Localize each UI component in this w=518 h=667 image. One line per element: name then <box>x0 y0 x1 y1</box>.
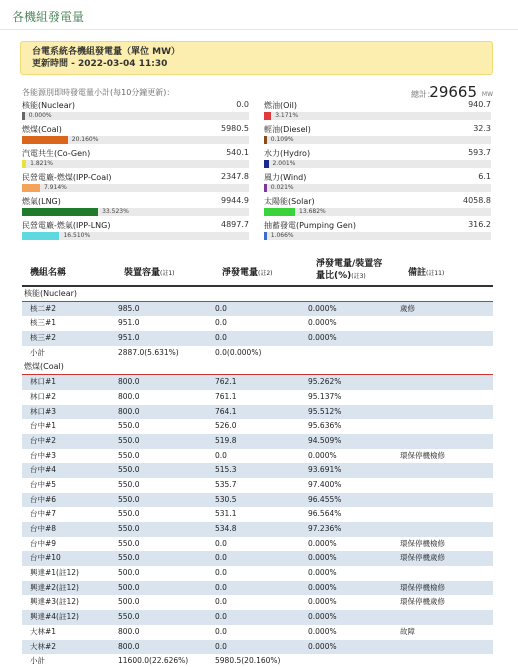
energy-percent: 2.001% <box>272 160 296 167</box>
table-row <box>22 654 493 667</box>
energy-bar-fill <box>264 136 267 144</box>
page-title: 各機組發電量 <box>12 10 85 24</box>
cell-capacity: 800.0 <box>118 377 140 387</box>
energy-bar-fill <box>22 208 98 216</box>
header-ratio-note: (註3) <box>351 273 366 280</box>
energy-bar <box>22 232 249 240</box>
cell-remark: 環保停機檢修 <box>400 538 445 548</box>
cell-capacity: 550.0 <box>118 494 140 504</box>
cell-name: 興達#3(註12) <box>30 597 79 607</box>
energy-summary-item <box>264 196 491 220</box>
energy-summary-item <box>22 148 249 172</box>
cell-remark: 環保停機檢修 <box>400 582 445 592</box>
energy-bar-fill <box>22 160 26 168</box>
cell-name: 台中#10 <box>30 553 61 563</box>
cell-capacity: 2887.0(5.631%) <box>118 347 179 357</box>
energy-value: 940.7 <box>468 100 491 109</box>
table-row <box>22 463 493 478</box>
total-value: 29665 <box>429 83 477 101</box>
energy-bar <box>264 232 491 240</box>
header-bar <box>0 0 518 30</box>
cell-name: 大林#1 <box>30 626 57 636</box>
table-row <box>22 581 493 596</box>
summary-header <box>22 83 493 101</box>
table-row <box>22 551 493 566</box>
energy-bar-fill <box>22 184 40 192</box>
energy-bar-fill <box>264 232 267 240</box>
cell-net: 761.1 <box>215 391 237 401</box>
cell-ratio: 95.137% <box>308 391 342 401</box>
cell-name: 小計 <box>30 347 45 357</box>
cell-net: 762.1 <box>215 377 237 387</box>
cell-capacity: 550.0 <box>118 553 140 563</box>
energy-percent: 1.821% <box>30 160 54 167</box>
energy-percent: 20.160% <box>71 136 99 143</box>
energy-percent: 33.523% <box>102 208 129 215</box>
energy-bar <box>22 208 249 216</box>
cell-ratio: 0.000% <box>308 612 337 622</box>
cell-net: 0.0 <box>215 538 227 548</box>
energy-label: 水力(Hydro) <box>264 149 311 158</box>
header-remark-note: (註11) <box>426 270 445 277</box>
energy-bar <box>22 160 249 168</box>
energy-bar <box>264 136 491 144</box>
cell-name: 核二#2 <box>30 303 57 313</box>
table-row <box>22 449 493 464</box>
table-row <box>22 434 493 449</box>
cell-name: 林口#2 <box>30 391 57 401</box>
cell-net: 0.0(0.000%) <box>215 347 262 357</box>
energy-summary-item <box>22 196 249 220</box>
cell-capacity: 550.0 <box>118 538 140 548</box>
cell-net: 515.3 <box>215 465 237 475</box>
energy-bar <box>264 184 491 192</box>
cell-capacity: 550.0 <box>118 509 140 519</box>
cell-net: 531.1 <box>215 509 237 519</box>
cell-ratio: 0.000% <box>308 318 337 328</box>
energy-label: 燃油(Oil) <box>264 101 297 110</box>
header-ratio <box>316 258 382 283</box>
cell-ratio: 0.000% <box>308 333 337 343</box>
energy-label: 汽電共生(Co-Gen) <box>22 149 91 158</box>
energy-summary-item <box>22 124 249 148</box>
energy-value: 2347.8 <box>221 172 249 181</box>
cell-ratio: 97.236% <box>308 524 342 533</box>
cell-capacity: 550.0 <box>118 465 140 475</box>
header-capacity-text: 裝置容量 <box>124 268 161 278</box>
header-capacity-note: (註1) <box>160 270 175 277</box>
header-net-text: 淨發電量 <box>222 268 259 278</box>
cell-net: 0.0 <box>215 450 227 460</box>
table-row <box>22 507 493 522</box>
cell-net: 526.0 <box>215 421 237 431</box>
energy-label: 民營電廠-燃氣(IPP-LNG) <box>22 221 111 230</box>
table-row <box>22 625 493 640</box>
table-row <box>22 595 493 610</box>
cell-name: 興達#2(註12) <box>30 582 79 592</box>
cell-capacity: 500.0 <box>118 597 140 607</box>
table-row <box>22 537 493 552</box>
header-ratio-line1: 淨發電量/裝置容 <box>316 259 383 269</box>
cell-ratio: 0.000% <box>308 568 337 578</box>
notice-title: 台電系統各機組發電量（單位 MW） <box>32 47 181 57</box>
energy-label: 輕油(Diesel) <box>264 125 311 134</box>
energy-summary-item <box>22 172 249 196</box>
table-row <box>22 566 493 581</box>
energy-percent: 13.682% <box>299 208 326 215</box>
cell-ratio: 0.000% <box>308 450 337 460</box>
energy-bar <box>264 112 491 120</box>
header-ratio-line2: 量比(%) <box>316 271 352 281</box>
table-row <box>22 522 493 537</box>
cell-ratio: 0.000% <box>308 303 337 313</box>
cell-net: 0.0 <box>215 333 227 343</box>
energy-summary-item <box>264 124 491 148</box>
cell-net: 0.0 <box>215 568 227 578</box>
generator-table <box>22 257 493 667</box>
cell-ratio: 93.691% <box>308 465 342 475</box>
energy-summary-item <box>264 172 491 196</box>
cell-capacity: 550.0 <box>118 612 140 622</box>
cell-capacity: 951.0 <box>118 333 140 343</box>
energy-summary-item <box>264 220 491 244</box>
cell-net: 0.0 <box>215 318 227 328</box>
table-row <box>22 375 493 390</box>
cell-net: 0.0 <box>215 626 227 636</box>
cell-capacity: 550.0 <box>118 524 140 533</box>
cell-ratio: 0.000% <box>308 626 337 636</box>
cell-name: 核三#2 <box>30 333 57 343</box>
energy-bar <box>264 208 491 216</box>
table-body <box>22 287 493 667</box>
cell-ratio: 0.000% <box>308 597 337 607</box>
cell-net: 0.0 <box>215 553 227 563</box>
table-row <box>22 331 493 346</box>
cell-net: 535.7 <box>215 479 237 489</box>
energy-percent: 0.021% <box>270 184 294 191</box>
cell-ratio: 97.400% <box>308 479 342 489</box>
cell-net: 0.0 <box>215 582 227 592</box>
cell-capacity: 11600.0(22.626%) <box>118 656 189 666</box>
cell-net: 0.0 <box>215 612 227 622</box>
table-row <box>22 478 493 493</box>
cell-net: 0.0 <box>215 641 227 651</box>
cell-net: 534.8 <box>215 524 237 533</box>
cell-remark: 環保停機歲修 <box>400 597 445 607</box>
cell-name: 台中#4 <box>30 465 57 475</box>
cell-name: 台中#8 <box>30 524 57 533</box>
cell-capacity: 800.0 <box>118 626 140 636</box>
cell-net: 5980.5(20.160%) <box>215 656 281 666</box>
energy-bar-fill <box>264 208 295 216</box>
cell-remark: 歲修 <box>400 303 415 313</box>
table-group-row <box>22 287 493 302</box>
energy-value: 0.0 <box>236 100 249 109</box>
energy-value: 9944.9 <box>221 196 249 205</box>
cell-remark: 環保停機檢修 <box>400 450 445 460</box>
header-remark-text: 備註 <box>408 268 427 278</box>
table-row <box>22 610 493 625</box>
cell-ratio: 95.636% <box>308 421 342 431</box>
cell-name: 興達#1(註12) <box>30 568 79 578</box>
table-header <box>22 257 493 287</box>
energy-percent: 16.510% <box>63 232 91 239</box>
table-row <box>22 302 493 317</box>
cell-ratio: 0.000% <box>308 582 337 592</box>
energy-label: 民營電廠-燃煤(IPP-Coal) <box>22 173 112 182</box>
energy-bar-fill <box>22 232 59 240</box>
summary-caption: 各能源別即時發電量小計(每10分鐘更新)： <box>22 88 175 97</box>
cell-remark: 故障 <box>400 626 415 636</box>
energy-label: 抽蓄發電(Pumping Gen) <box>264 221 356 230</box>
cell-capacity: 500.0 <box>118 568 140 578</box>
cell-capacity: 951.0 <box>118 318 140 328</box>
energy-percent: 3.171% <box>275 112 299 119</box>
cell-name: 林口#1 <box>30 377 57 387</box>
cell-name: 台中#6 <box>30 494 57 504</box>
cell-net: 530.5 <box>215 494 237 504</box>
header-name: 機組名稱 <box>30 268 67 278</box>
energy-bar-fill <box>264 160 269 168</box>
energy-value: 593.7 <box>468 148 491 157</box>
cell-ratio: 96.455% <box>308 494 342 504</box>
cell-capacity: 800.0 <box>118 406 140 416</box>
energy-bar <box>22 112 249 120</box>
table-row <box>22 405 493 420</box>
cell-capacity: 985.0 <box>118 303 140 313</box>
cell-capacity: 550.0 <box>118 435 140 445</box>
cell-net: 764.1 <box>215 406 237 416</box>
energy-value: 32.3 <box>473 124 491 133</box>
table-group-row <box>22 360 493 375</box>
cell-name: 興達#4(註12) <box>30 612 79 622</box>
cell-remark: 環保停機歲修 <box>400 553 445 563</box>
energy-summary-item <box>264 148 491 172</box>
energy-value: 4897.7 <box>221 220 249 229</box>
energy-percent: 0.109% <box>270 136 294 143</box>
cell-ratio: 94.509% <box>308 435 342 445</box>
cell-capacity: 800.0 <box>118 641 140 651</box>
energy-bar-fill <box>264 112 271 120</box>
cell-name: 大林#2 <box>30 641 57 651</box>
header-net-note: (註2) <box>258 270 273 277</box>
table-row <box>22 390 493 405</box>
energy-summary-item <box>22 100 249 124</box>
cell-ratio: 95.512% <box>308 406 342 416</box>
update-time: 更新時間 - 2022-03-04 11:30 <box>32 59 168 69</box>
energy-bar-fill <box>22 136 68 144</box>
energy-percent: 0.000% <box>28 112 52 119</box>
energy-bar <box>22 184 249 192</box>
cell-name: 台中#5 <box>30 479 57 489</box>
cell-capacity: 550.0 <box>118 450 140 460</box>
cell-capacity: 800.0 <box>118 391 140 401</box>
cell-capacity: 550.0 <box>118 479 140 489</box>
energy-label: 風力(Wind) <box>264 173 307 182</box>
energy-bar <box>22 136 249 144</box>
energy-label: 燃煤(Coal) <box>22 125 62 134</box>
cell-ratio: 96.564% <box>308 509 342 519</box>
table-row <box>22 640 493 655</box>
cell-name: 台中#9 <box>30 538 57 548</box>
update-notice <box>20 41 493 75</box>
energy-value: 4058.8 <box>463 196 491 205</box>
group-name: 燃煤(Coal) <box>24 362 64 372</box>
cell-ratio: 95.262% <box>308 377 342 387</box>
group-name: 核能(Nuclear) <box>24 289 78 298</box>
cell-net: 0.0 <box>215 597 227 607</box>
cell-name: 台中#7 <box>30 509 57 519</box>
energy-bar-fill <box>22 112 25 120</box>
total-label: 總計： <box>411 90 435 99</box>
cell-capacity: 500.0 <box>118 582 140 592</box>
table-row <box>22 493 493 508</box>
header-capacity <box>124 265 175 278</box>
energy-percent: 1.066% <box>270 232 294 239</box>
total-unit: MW <box>481 91 493 98</box>
cell-name: 林口#3 <box>30 406 57 416</box>
cell-name: 台中#2 <box>30 435 57 445</box>
energy-percent: 7.914% <box>43 184 67 191</box>
energy-summary-item <box>264 100 491 124</box>
header-net <box>222 265 273 278</box>
table-row <box>22 316 493 331</box>
energy-label: 燃氣(LNG) <box>22 197 61 206</box>
energy-label: 核能(Nuclear) <box>22 101 76 110</box>
cell-capacity: 550.0 <box>118 421 140 431</box>
energy-value: 540.1 <box>226 148 249 157</box>
cell-name: 台中#1 <box>30 421 57 431</box>
energy-value: 316.2 <box>468 220 491 229</box>
cell-ratio: 0.000% <box>308 641 337 651</box>
cell-name: 台中#3 <box>30 450 57 460</box>
energy-bar-fill <box>264 184 267 192</box>
cell-net: 0.0 <box>215 303 227 313</box>
energy-label: 太陽能(Solar) <box>264 197 315 206</box>
energy-value: 5980.5 <box>221 124 249 133</box>
cell-net: 519.8 <box>215 435 237 445</box>
header-remark <box>408 265 444 278</box>
cell-name: 小計 <box>30 656 45 666</box>
energy-bar <box>264 160 491 168</box>
table-row <box>22 419 493 434</box>
energy-summary-item <box>22 220 249 244</box>
cell-ratio: 0.000% <box>308 553 337 563</box>
energy-value: 6.1 <box>478 172 491 181</box>
table-row <box>22 346 493 361</box>
cell-name: 核三#1 <box>30 318 57 328</box>
cell-ratio: 0.000% <box>308 538 337 548</box>
